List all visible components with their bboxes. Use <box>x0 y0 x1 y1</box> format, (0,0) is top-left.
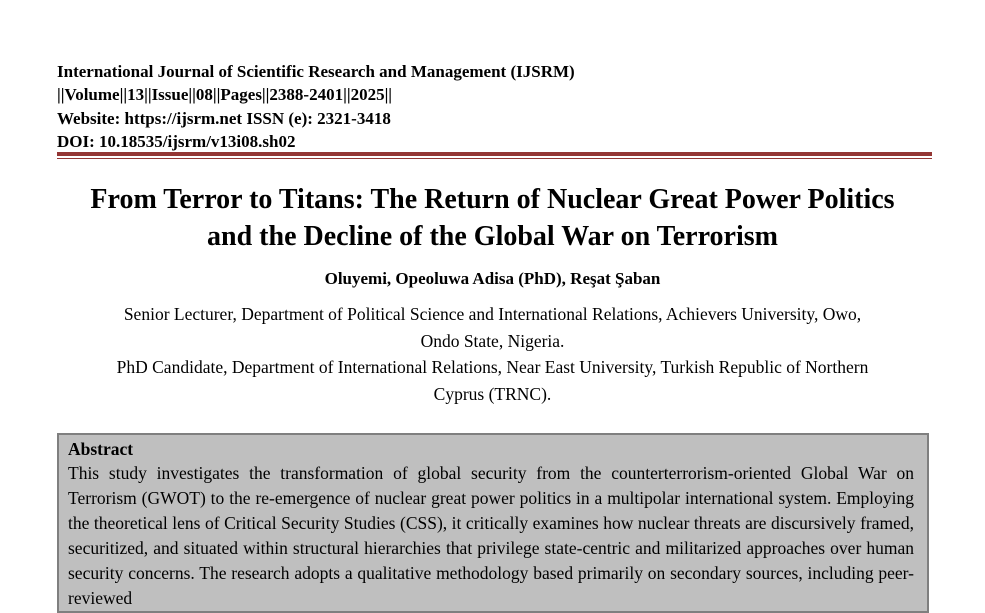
paper-title-line-2: and the Decline of the Global War on Terrorism <box>207 221 778 252</box>
header-divider-thick <box>57 152 932 156</box>
affiliation-1-line-2: Ondo State, Nigeria. <box>420 330 565 351</box>
paper-authors: Oluyemi, Opeoluwa Adisa (PhD), Reşat Şaban <box>324 269 661 288</box>
journal-doi: DOI: 10.18535/ijsrm/v13i08.sh02 <box>57 131 296 151</box>
paper-title-line-1: From Terror to Titans: The Return of Nuclear Great Power Politics <box>90 184 895 215</box>
abstract-text: This study investigates the transformation of global security from the counterterrorism-oriented Global War on Terrorism (GWOT) to the re-emergence of nuclear great power politics in a multipolar international system. Employing the theoretical lens of Critical Security Studies (CSS), it critically examines how nuclear threats are discursively framed, securitized, and situated within structural hierarchies that privilege state-centric and militarized approaches over human security concerns. The research adopts a qualitative methodology based primarily on secondary sources, including peer-reviewed <box>68 463 914 608</box>
journal-website: Website: https://ijsrm.net ISSN (e): 2321-3418 <box>57 108 391 128</box>
affiliation-1 <box>55 301 930 354</box>
paper-title <box>40 181 945 255</box>
journal-name: International Journal of Scientific Research and Management (IJSRM) <box>57 62 575 81</box>
affiliation-2 <box>55 354 930 407</box>
affiliation-2-line-1: PhD Candidate, Department of International Relations, Near East University, Turkish Republic of Northern <box>116 357 869 377</box>
affiliation-1-line-1: Senior Lecturer, Department of Political Science and International Relations, Achievers University, Owo, <box>123 304 862 324</box>
abstract-box <box>57 433 929 613</box>
journal-header <box>57 60 937 153</box>
abstract-heading: Abstract <box>68 439 134 459</box>
header-divider-thin <box>57 158 932 159</box>
journal-volume-info: ||Volume||13||Issue||08||Pages||2388-2401||2025|| <box>57 85 393 105</box>
affiliation-2-line-2: Cyprus (TRNC). <box>433 383 552 404</box>
